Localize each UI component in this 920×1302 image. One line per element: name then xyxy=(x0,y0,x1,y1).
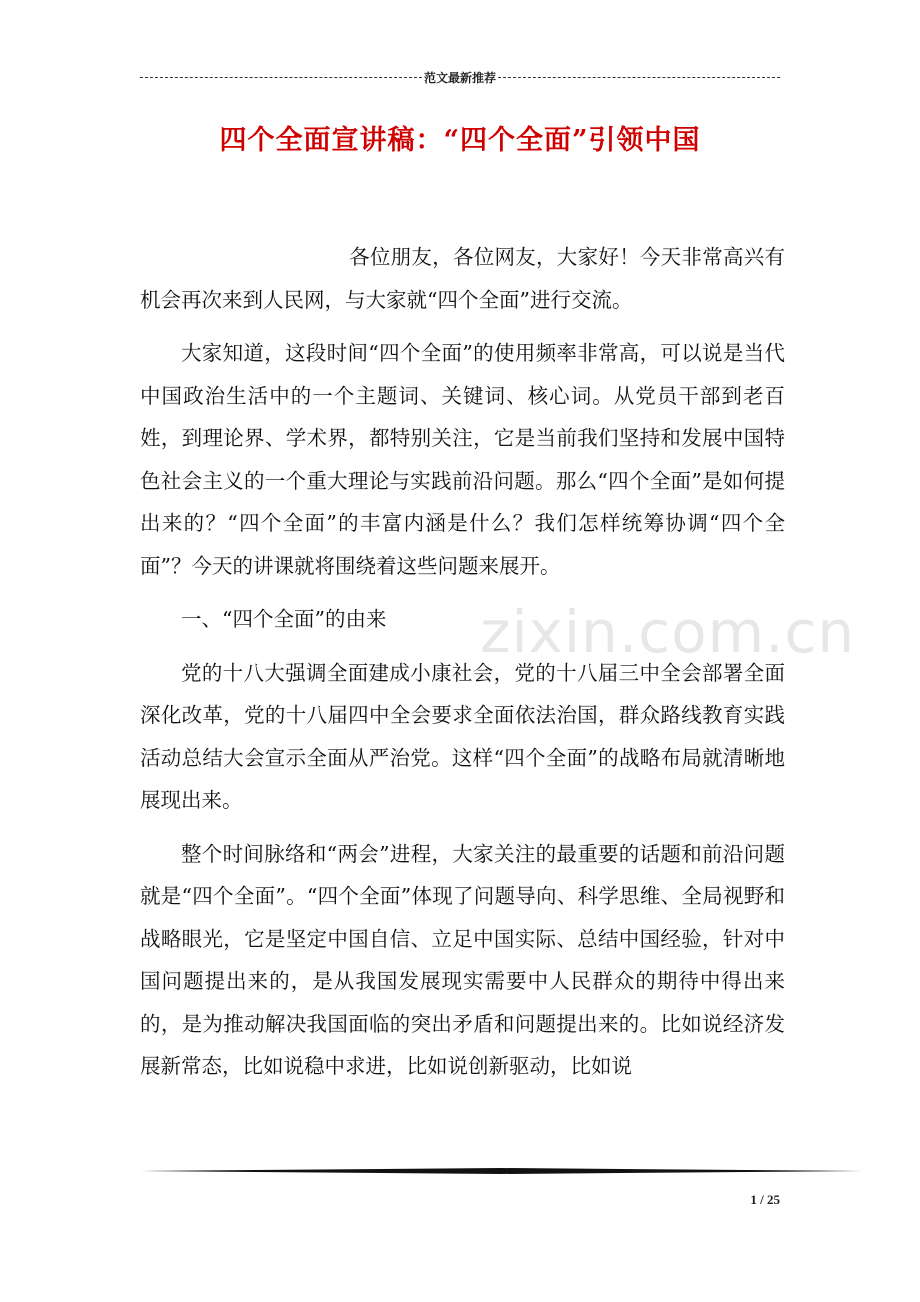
header-label: 范文最新推荐 xyxy=(424,70,497,85)
document-body xyxy=(140,236,785,1099)
watermark: zixin.com.cn xyxy=(480,598,856,666)
paragraph-greeting: 各位朋友，各位网友，大家好！今天非常高兴有机会再次来到人民网，与大家就“四个全面”进行交流。 xyxy=(140,245,785,312)
page-header xyxy=(140,66,780,88)
footer-rule xyxy=(140,1168,863,1174)
paragraph-origin: 党的十八大强调全面建成小康社会，党的十八届三中全会部署全面深化改革，党的十八届四中全会要求全面依法治国，群众路线教育实践活动总结大会宣示全面从严治党。这样“四个全面”的战略布局就清晰地展现出来。 xyxy=(140,660,785,812)
document-title: 四个全面宣讲稿：“四个全面”引领中国 xyxy=(219,125,701,156)
header-dash-left xyxy=(140,77,422,78)
paragraph-intro: 大家知道，这段时间“四个全面”的使用频率非常高，可以说是当代中国政治生活中的一个主题词、关键词、核心词。从党员干部到老百姓，到理论界、学术界，都特别关注，它是当前我们坚持和发展中国特色社会主义的一个重大理论与实践前沿问题。那么“四个全面”是如何提出来的？“四个全面”的丰富内涵是什么？我们怎样统筹协调“四个全面”？今天的讲课就将围绕着这些问题来展开。 xyxy=(140,341,785,578)
page-number: 1 / 25 xyxy=(750,1192,780,1207)
header-dash-right xyxy=(498,77,780,78)
section-heading: 一、“四个全面”的由来 xyxy=(181,607,387,631)
paragraph-context: 整个时间脉络和“两会”进程，大家关注的最重要的话题和前沿问题就是“四个全面”。“四个全面”体现了问题导向、科学思维、全局视野和战略眼光，它是坚定中国自信、立足中国实际、总结中国经验，针对中国问题提出来的，是从我国发展现实需要中人民群众的期待中得出来的，是为推动解决我国面临的突出矛盾和问题提出来的。比如说经济发展新常态，比如说稳中求进，比如说创新驱动，比如说 xyxy=(140,841,785,1078)
